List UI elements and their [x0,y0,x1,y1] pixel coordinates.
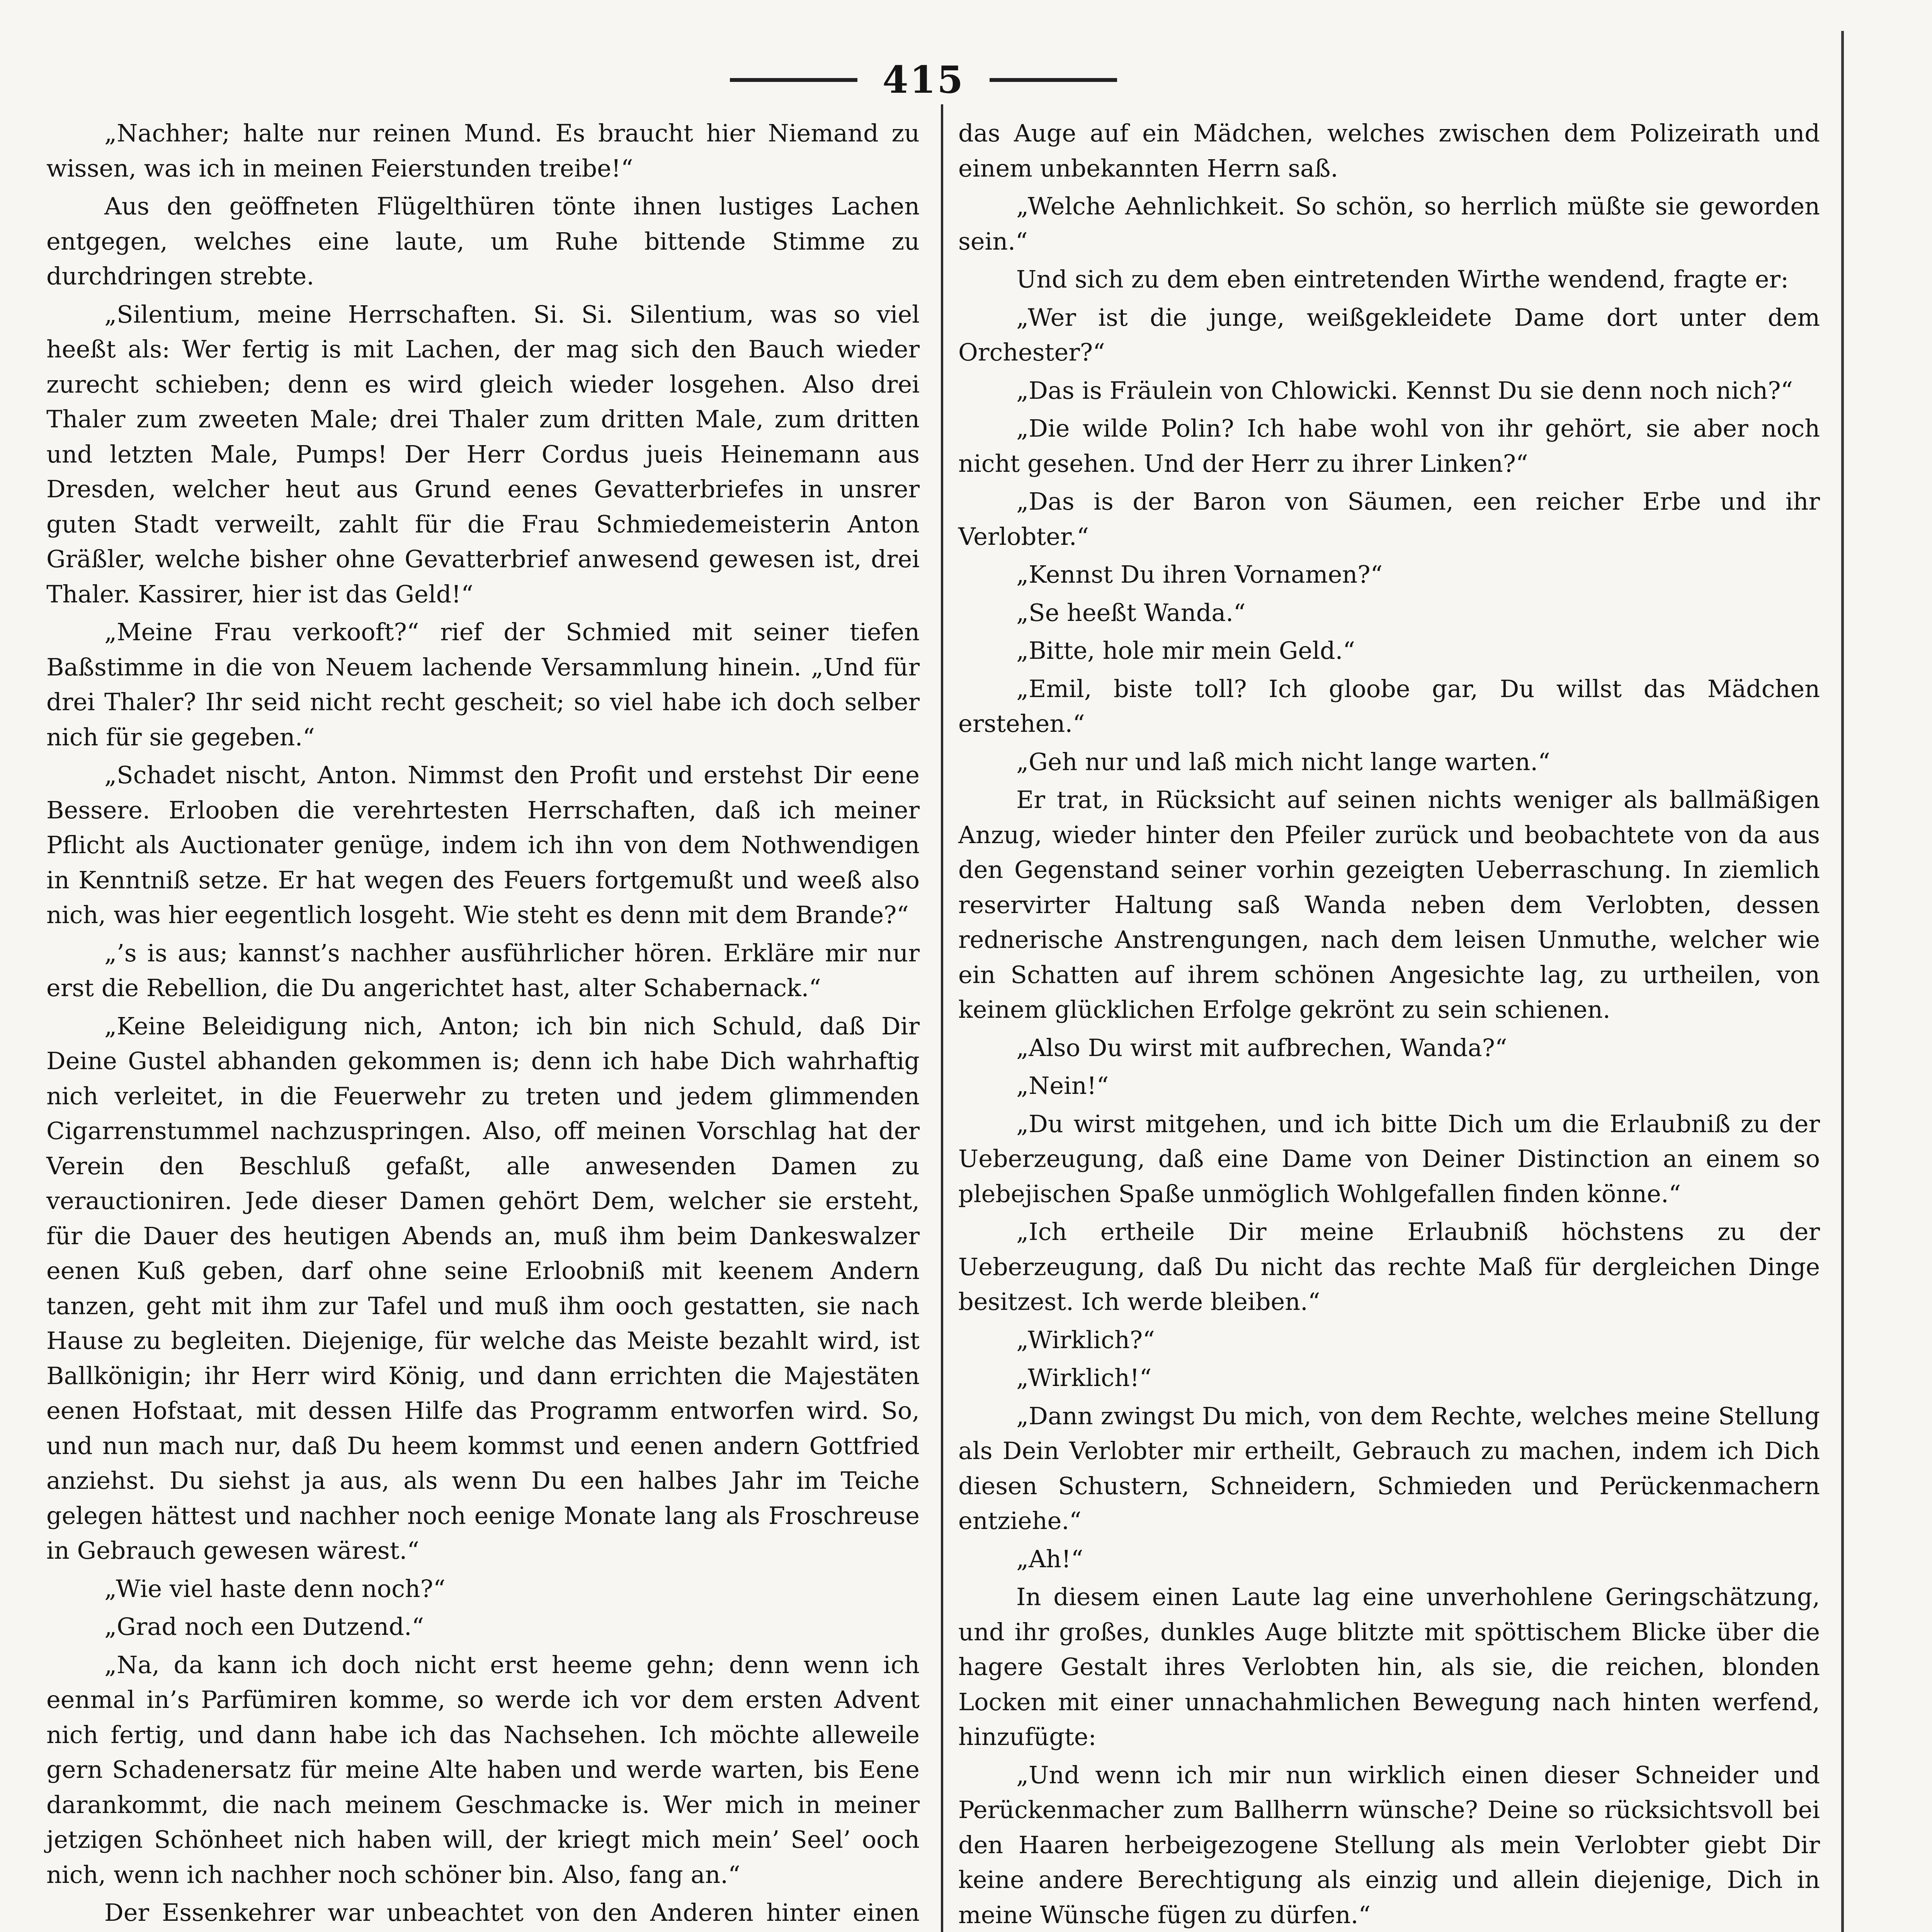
paragraph: „Das is der Baron von Säumen, een reicher Erbe und ihr Verlobter.“ [958,487,1820,551]
paragraph: „Nein!“ [1016,1071,1109,1100]
page-number: 415 [882,58,965,102]
left-column [46,116,920,1932]
right-column [958,116,1820,1932]
paragraph: „Dann zwingst Du mich, von dem Rechte, welches meine Stellung als Dein Verlobter mir ertheilt, Gebrauch zu machen, indem ich Dich diesen Schustern, Schneidern, Schmieden und Perückenmachern entziehe.“ [958,1401,1820,1535]
paragraph: „Du wirst mitgehen, und ich bitte Dich um die Erlaubniß zu der Ueberzeugung, daß eine Dame von Deiner Distinction an einem so plebejischen Spaße unmöglich Wohlgefallen finden könne.“ [958,1109,1820,1208]
paragraph: „Geh nur und laß mich nicht lange warten.“ [1016,747,1550,776]
paragraph: In diesem einen Laute lag eine unverhohlene Geringschätzung, und ihr großes, dunkles Auge blitzte mit spöttischem Blicke über die hagere Gestalt ihres Verlobten hin, als sie, die reichen, blonden Locken mit einer unnachahmlichen Bewegung nach hinten werfend, hinzufügte: [958,1583,1820,1751]
paragraph: „Se heeßt Wanda.“ [1016,598,1246,627]
paragraph: Aus den geöffneten Flügelthüren tönte ihnen lustiges Lachen entgegen, welches eine laute, um Ruhe bittende Stimme zu durchdringen strebte. [46,192,920,290]
paragraph: „Das is Fräulein von Chlowicki. Kennst Du sie denn noch nich?“ [1016,376,1793,405]
paragraph: Er trat, in Rücksicht auf seinen nichts weniger als ballmäßigen Anzug, wieder hinter den Pfeiler zurück und beobachtete von da aus den Gegenstand seiner vorhin gezeigten Ueberraschung. In ziemlich reservirter Haltung saß Wanda neben dem Verlobten, dessen rednerische Anstrengungen, nach dem leisen Unmuthe, welcher wie ein Schatten auf ihrem schönen Angesichte lag, zu urtheilen, von keinem glücklichen Erfolge gekrönt zu sein schienen. [958,786,1820,1024]
paragraph: „Keine Beleidigung nich, Anton; ich bin nich Schuld, daß Dir Deine Gustel abhanden gekommen is; denn ich habe Dich wahrhaftig nich verleitet, in die Feuerwehr zu treten und jedem glimmenden Cigarrenstummel nachzuspringen. Also, off meinen Vorschlag hat der Verein den Beschluß gefaßt, alle anwesenden Damen zu verauctioniren. Jede dieser Damen gehört Dem, welcher sie ersteht, für die Dauer des heutigen Abends an, muß ihm beim Dankeswalzer eenen Kuß geben, darf ohne seine Erloobniß mit keenem Andern tanzen, geht mit ihm zur Tafel und muß ihm ooch gestatten, sie nach Hause zu begleiten. Diejenige, für welche das Meiste bezahlt wird, ist Ballkönigin; ihr Herr wird König, und dann errichten die Majestäten eenen Hofstaat, mit dessen Hilfe das Programm entworfen wird. So, und nun mach nur, daß Du heem kommst und eenen andern Gottfried anziehst. Du siehst ja aus, als wenn Du een halbes Jahr im Teiche gelegen hättest und nachher noch eenige Monate lang als Froschreuse in Gebrauch gewesen wärest.“ [46,1012,920,1565]
paragraph: „Ah!“ [1016,1544,1083,1573]
header-rule-left [730,78,857,82]
paragraph: „Also Du wirst mit aufbrechen, Wanda?“ [1016,1033,1507,1062]
page-header [0,58,1847,102]
paragraph: „Schadet nischt, Anton. Nimmst den Profit und erstehst Dir eene Bessere. Erlooben die verehrtesten Herrschaften, daß ich meiner Pflicht als Auctionater genüge, indem ich ihn von dem Nothwendigen in Kenntniß setze. Er hat wegen des Feuers fortgemußt und weeß also nich, was hier eegentlich losgeht. Wie steht es denn mit dem Brande?“ [46,761,920,929]
paragraph-continuation: das Auge auf ein Mädchen, welches zwischen dem Polizeirath und einem unbekannten Herrn saß. [958,119,1820,182]
paragraph: „Nachher; halte nur reinen Mund. Es braucht hier Niemand zu wissen, was ich in meinen Feierstunden treibe!“ [46,119,920,182]
paragraph: „Grad noch een Dutzend.“ [104,1612,424,1641]
column-divider [941,104,943,1932]
paragraph: „Wirklich?“ [1016,1325,1155,1354]
paragraph: „Emil, biste toll? Ich gloobe gar, Du willst das Mädchen erstehen.“ [958,674,1820,738]
paragraph: „Silentium, meine Herrschaften. Si. Si. Silentium, was so viel heeßt als: Wer fertig is mit Lachen, der mag sich den Bauch wieder zurecht schieben; denn es wird gleich wieder losgehen. Also drei Thaler zum zweeten Male; drei Thaler zum dritten Male, zum dritten und letzten Male, Pumps! Der Herr Cordus jueis Heinemann aus Dresden, welcher heut aus Grund eenes Gevatterbriefes in unsrer guten Stadt verweilt, zahlt für die Frau Schmiedemeisterin Anton Gräßler, welche bisher ohne Gevatterbrief anwesend gewesen ist, drei Thaler. Kassirer, hier ist das Geld!“ [46,300,920,608]
paragraph: „’s is aus; kannst’s nachher ausführlicher hören. Erkläre mir nur erst die Rebellion, die Du angerichtet hast, alter Schabernack.“ [46,939,920,1002]
paragraph: „Ich ertheile Dir meine Erlaubniß höchstens zu der Ueberzeugung, daß Du nicht das rechte Maß für dergleichen Dinge besitzest. Ich werde bleiben.“ [958,1218,1820,1316]
paragraph: „Na, da kann ich doch nicht erst heeme gehn; denn wenn ich eenmal in’s Parfümiren komme, so werde ich vor dem ersten Advent nich fertig, und dann habe ich das Nachsehen. Ich möchte alleweile gern Schadenersatz für meine Alte haben und werde warten, bis Eene darankommt, die nach meinem Geschmacke is. Wer mich in meiner jetzigen Schönheet nich haben will, der kriegt mich mein’ Seel’ ooch nich, wenn ich nachher noch schöner bin. Also, fang an.“ [46,1650,920,1889]
page-edge-line [1841,31,1844,1932]
paragraph: „Und wenn ich mir nun wirklich einen dieser Schneider und Perückenmacher zum Ballherrn wünsche? Deine so rücksichtsvoll bei den Haaren herbeigezogene Stellung als mein Verlobter giebt Dir keine andere Berechtigung als einzig und allein diejenige, Dich in meine Wünsche fügen zu dürfen.“ [958,1760,1820,1929]
paragraph: „Wie viel haste denn noch?“ [104,1574,446,1603]
paragraph: „Bitte, hole mir mein Geld.“ [1016,636,1355,665]
paragraph: „Wer ist die junge, weißgekleidete Dame dort unter dem Orchester?“ [958,303,1820,366]
paragraph: „Die wilde Polin? Ich habe wohl von ihr gehört, sie aber noch nicht gesehen. Und der Herr zu ihrer Linken?“ [958,414,1820,478]
paragraph: Und sich zu dem eben eintretenden Wirthe wendend, fragte er: [1016,265,1789,293]
paragraph: „Wirklich!“ [1016,1364,1152,1392]
paragraph: „Welche Aehnlichkeit. So schön, so herrlich müßte sie geworden sein.“ [958,192,1820,255]
paragraph: „Kennst Du ihren Vornamen?“ [1016,560,1383,588]
paragraph: „Meine Frau verkooft?“ rief der Schmied mit seiner tiefen Baßstimme in die von Neuem lachende Versammlung hinein. „Und für drei Thaler? Ihr seid nicht recht gescheit; so viel habe ich doch selber nich für sie gegeben.“ [46,618,920,751]
paragraph: Der Essenkehrer war unbeachtet von den Anderen hinter einen [104,1898,920,1927]
header-rule-right [990,78,1117,82]
